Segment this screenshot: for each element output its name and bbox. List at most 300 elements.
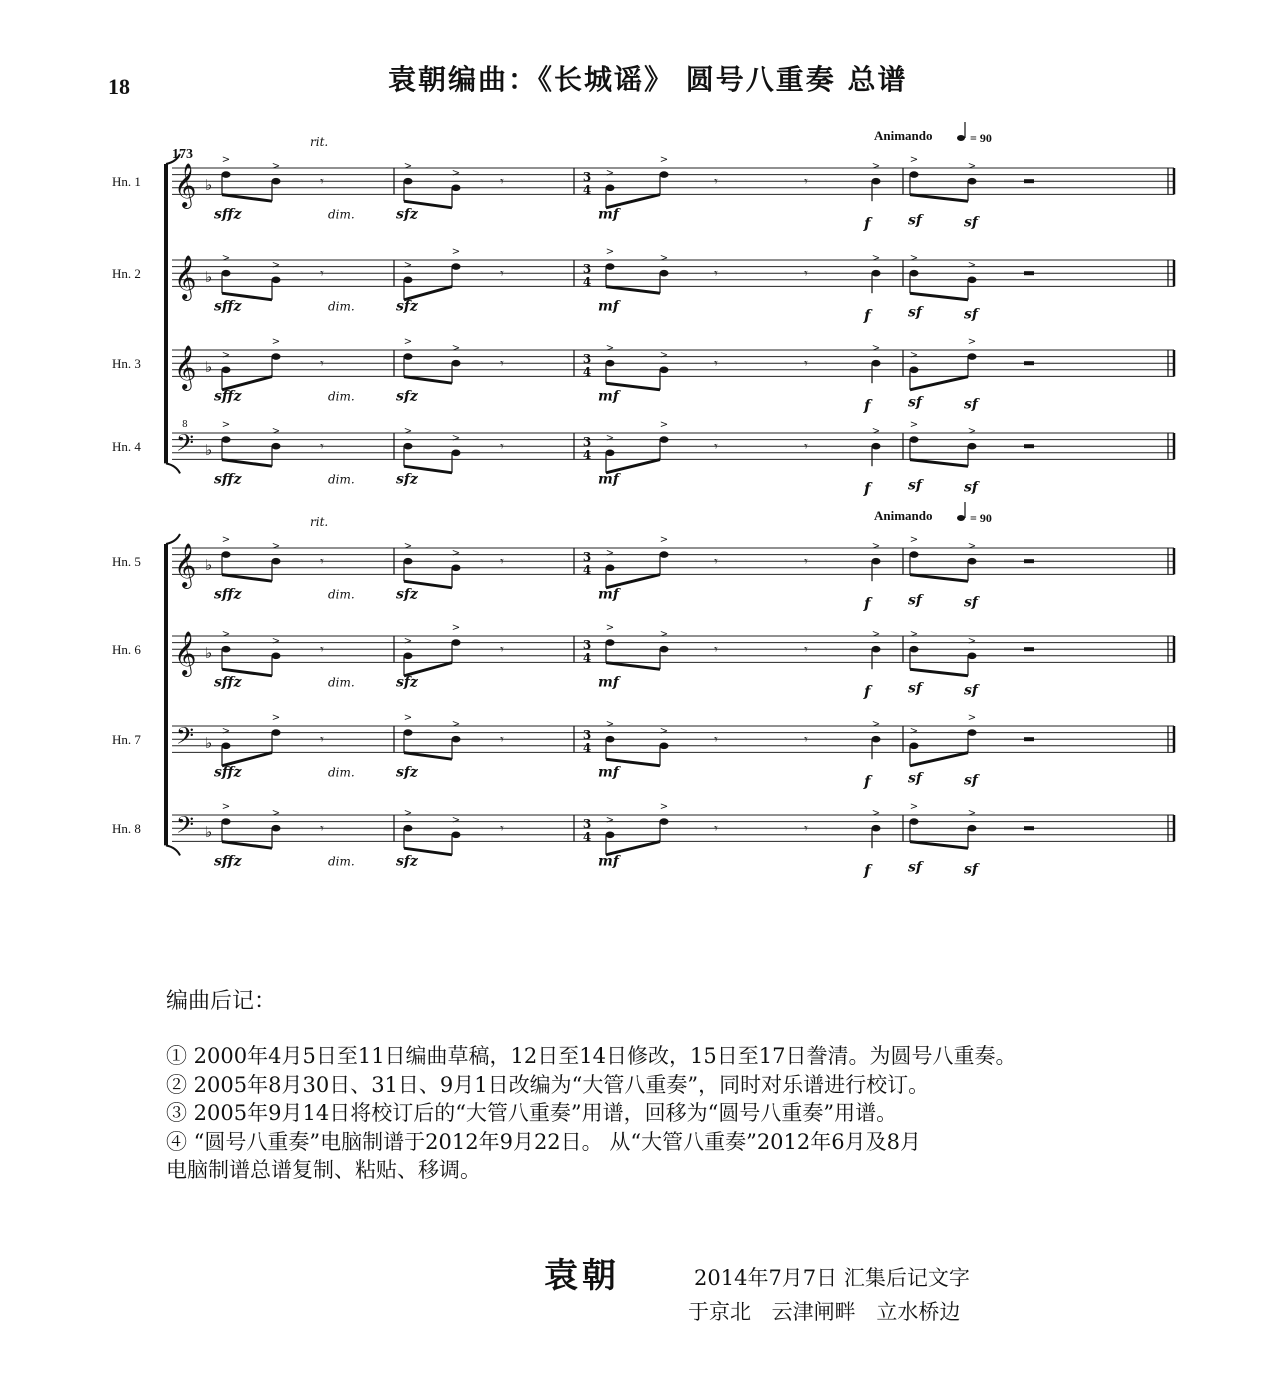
dynamic-sf: sf <box>964 479 978 496</box>
eighth-rest: 𝄾 <box>804 554 808 571</box>
note-head <box>660 743 669 750</box>
dynamic-dim: dim. <box>328 587 355 602</box>
eighth-rest: 𝄾 <box>500 642 504 659</box>
eighth-rest: 𝄾 <box>804 732 808 749</box>
time-signature-numerator: 3 <box>582 262 592 276</box>
note-head <box>452 639 461 646</box>
dynamic-sffz: sffz <box>214 471 242 488</box>
accent-mark: > <box>659 534 669 546</box>
note-beam <box>222 460 272 467</box>
accent-mark: > <box>659 154 669 166</box>
dynamic-sf: sf <box>964 682 978 699</box>
accent-mark: > <box>271 635 281 647</box>
tempo-note-head <box>957 515 965 521</box>
note-head <box>272 653 281 660</box>
afterword-item-1: ① 2000年4月5日至11日编曲草稿，12日至14日修改，15日至17日誊清。为圆号八重奏。 <box>166 1044 1017 1068</box>
dynamic-sfz: sfz <box>396 298 418 315</box>
accent-mark: > <box>271 541 281 553</box>
tempo-note-head <box>957 135 965 141</box>
dynamic-sfz: sfz <box>396 206 418 223</box>
accent-mark: > <box>871 161 881 173</box>
accent-mark: > <box>403 541 413 553</box>
accent-mark: > <box>605 719 615 731</box>
time-signature-numerator: 3 <box>582 435 592 449</box>
dynamic-mf: mf <box>598 388 619 405</box>
note-head <box>272 825 281 832</box>
time-signature-denominator: 4 <box>582 651 592 665</box>
dynamic-sf: sf <box>964 396 978 413</box>
accent-mark: > <box>221 349 231 361</box>
eighth-rest: 𝄾 <box>714 732 718 749</box>
note-head <box>872 443 881 450</box>
note-head <box>968 277 977 284</box>
flat-key-signature: ♭ <box>205 734 213 752</box>
dynamic-mf: mf <box>598 586 619 603</box>
dynamic-sf: sf <box>964 214 978 231</box>
eighth-rest: 𝄾 <box>320 356 324 373</box>
eighth-rest: 𝄾 <box>804 642 808 659</box>
accent-mark: > <box>871 629 881 641</box>
accent-mark: > <box>451 167 461 179</box>
eighth-rest: 𝄾 <box>500 356 504 373</box>
note-head <box>910 818 919 825</box>
note-head <box>452 263 461 270</box>
time-signature-numerator: 3 <box>582 817 592 831</box>
note-head <box>660 818 669 825</box>
dynamic-sf: sf <box>964 861 978 878</box>
accent-mark: > <box>909 349 919 361</box>
half-rest <box>1024 179 1034 183</box>
note-beam <box>910 377 968 390</box>
half-rest <box>1024 559 1034 563</box>
dynamic-mf: mf <box>598 853 619 870</box>
note-head <box>660 270 669 277</box>
treble-clef: 𝄞 <box>174 163 197 207</box>
note-head <box>968 353 977 360</box>
afterword-item-4: ④ “圆号八重奏”电脑制谱于2012年9月22日。 从“大管八重奏”2012年6月及8月 <box>166 1129 921 1154</box>
afterword-item-3: ③ 2005年9月14日将校订后的“大管八重奏”用谱，回移为“圆号八重奏”用谱。 <box>166 1101 898 1125</box>
eighth-rest: 𝄾 <box>320 174 324 191</box>
dynamic-f: f <box>864 396 871 415</box>
note-head <box>272 729 281 736</box>
note-beam <box>910 575 968 582</box>
half-rest <box>1024 826 1034 830</box>
accent-mark: > <box>451 343 461 355</box>
dynamic-mf: mf <box>598 764 619 781</box>
eighth-rest: 𝄾 <box>804 821 808 838</box>
dynamic-dim: dim. <box>328 299 355 314</box>
dynamic-sfz: sfz <box>396 388 418 405</box>
dynamic-f: f <box>864 306 871 325</box>
note-head <box>968 558 977 565</box>
note-head <box>606 360 615 367</box>
note-head <box>272 277 281 284</box>
note-head <box>222 171 231 178</box>
note-head <box>606 263 615 270</box>
accent-mark: > <box>403 712 413 724</box>
note-head <box>606 450 615 457</box>
accent-mark: > <box>271 426 281 438</box>
eighth-rest: 𝄾 <box>714 439 718 456</box>
note-head <box>660 436 669 443</box>
accent-mark: > <box>605 432 615 444</box>
accent-mark: > <box>605 547 615 559</box>
signature-name: 袁朝 <box>544 1256 620 1296</box>
tempo-value: = 90 <box>970 511 992 525</box>
octave-mark: 8 <box>182 420 188 430</box>
eighth-rest: 𝄾 <box>500 174 504 191</box>
note-head <box>222 270 231 277</box>
accent-mark: > <box>221 629 231 641</box>
time-signature-numerator: 3 <box>582 550 592 564</box>
instrument-label: Hn. 5 <box>112 554 141 569</box>
note-head <box>660 646 669 653</box>
time-signature-denominator: 4 <box>582 830 592 844</box>
dynamic-sf: sf <box>908 680 922 697</box>
note-head <box>872 558 881 565</box>
dynamic-sffz: sffz <box>214 298 242 315</box>
eighth-rest: 𝄾 <box>714 554 718 571</box>
accent-mark: > <box>605 167 615 179</box>
flat-key-signature: ♭ <box>205 644 213 662</box>
accent-mark: > <box>871 426 881 438</box>
accent-mark: > <box>403 336 413 348</box>
dynamic-mf: mf <box>598 298 619 315</box>
accent-mark: > <box>909 534 919 546</box>
dynamic-sfz: sfz <box>396 764 418 781</box>
half-rest <box>1024 271 1034 275</box>
accent-mark: > <box>271 259 281 271</box>
afterword-list <box>166 1042 1166 1185</box>
accent-mark: > <box>451 432 461 444</box>
instrument-label: Hn. 7 <box>112 732 141 747</box>
accent-mark: > <box>967 541 977 553</box>
accent-mark: > <box>871 343 881 355</box>
accent-mark: > <box>871 808 881 820</box>
accent-mark: > <box>451 719 461 731</box>
note-beam <box>222 195 272 202</box>
accent-mark: > <box>403 161 413 173</box>
rit-marking: rit. <box>310 135 329 149</box>
dynamic-dim: dim. <box>328 854 355 869</box>
note-head <box>272 558 281 565</box>
time-signature-numerator: 3 <box>582 728 592 742</box>
dynamic-mf: mf <box>598 471 619 488</box>
note-head <box>910 436 919 443</box>
dynamic-sffz: sffz <box>214 853 242 870</box>
afterword-item-5: 电脑制谱总谱复制、粘贴、移调。 <box>166 1158 481 1182</box>
note-head <box>968 443 977 450</box>
dynamic-sf: sf <box>964 306 978 323</box>
accent-mark: > <box>271 336 281 348</box>
accent-mark: > <box>271 161 281 173</box>
dynamic-sf: sf <box>964 594 978 611</box>
dynamic-mf: mf <box>598 206 619 223</box>
accent-mark: > <box>871 541 881 553</box>
note-head <box>910 743 919 750</box>
eighth-rest: 𝄾 <box>320 554 324 571</box>
note-head <box>404 653 413 660</box>
eighth-rest: 𝄾 <box>500 821 504 838</box>
accent-mark: > <box>967 635 977 647</box>
note-head <box>404 277 413 284</box>
accent-mark: > <box>967 259 977 271</box>
accent-mark: > <box>221 725 231 737</box>
note-head <box>452 565 461 572</box>
instrument-label: Hn. 6 <box>112 642 141 657</box>
note-head <box>910 171 919 178</box>
accent-mark: > <box>605 343 615 355</box>
dynamic-sf: sf <box>908 212 922 229</box>
note-head <box>404 558 413 565</box>
dynamic-sffz: sffz <box>214 206 242 223</box>
treble-clef: 𝄞 <box>174 345 197 389</box>
time-signature-numerator: 3 <box>582 638 592 652</box>
time-signature-denominator: 4 <box>582 741 592 755</box>
dynamic-sfz: sfz <box>396 674 418 691</box>
eighth-rest: 𝄾 <box>714 642 718 659</box>
accent-mark: > <box>909 253 919 265</box>
note-head <box>452 450 461 457</box>
dynamic-sfz: sfz <box>396 471 418 488</box>
note-beam <box>910 195 968 202</box>
dynamic-dim: dim. <box>328 765 355 780</box>
flat-key-signature: ♭ <box>205 823 213 841</box>
instrument-label: Hn. 1 <box>112 174 141 189</box>
treble-clef: 𝄞 <box>174 255 197 299</box>
note-head <box>910 646 919 653</box>
dynamic-sffz: sffz <box>214 764 242 781</box>
accent-mark: > <box>451 246 461 258</box>
note-head <box>872 178 881 185</box>
dynamic-sf: sf <box>908 592 922 609</box>
note-beam <box>606 663 660 670</box>
flat-key-signature: ♭ <box>205 176 213 194</box>
accent-mark: > <box>403 808 413 820</box>
signature-date: 2014年7月7日 汇集后记文字 <box>694 1266 970 1290</box>
note-head <box>606 639 615 646</box>
note-head <box>404 443 413 450</box>
note-head <box>606 832 615 839</box>
note-beam <box>404 753 452 760</box>
dynamic-f: f <box>864 479 871 498</box>
flat-key-signature: ♭ <box>205 556 213 574</box>
note-head <box>452 185 461 192</box>
accent-mark: > <box>909 419 919 431</box>
instrument-label: Hn. 3 <box>112 356 141 371</box>
flat-key-signature: ♭ <box>205 441 213 459</box>
eighth-rest: 𝄾 <box>804 266 808 283</box>
tempo-text: Animando <box>874 508 933 523</box>
signature-place: 于京北 云津闸畔 立水桥边 <box>688 1300 961 1324</box>
accent-mark: > <box>967 336 977 348</box>
note-beam <box>606 287 660 294</box>
dynamic-sf: sf <box>908 859 922 876</box>
accent-mark: > <box>909 154 919 166</box>
accent-mark: > <box>221 419 231 431</box>
dynamic-sf: sf <box>908 477 922 494</box>
dynamic-sf: sf <box>964 772 978 789</box>
time-signature-denominator: 4 <box>582 365 592 379</box>
note-head <box>872 825 881 832</box>
accent-mark: > <box>967 712 977 724</box>
measure-number: 173 <box>172 147 193 162</box>
time-signature-numerator: 3 <box>582 170 592 184</box>
note-beam <box>910 753 968 766</box>
time-signature-denominator: 4 <box>582 183 592 197</box>
bracket-hook-bottom <box>166 463 180 473</box>
note-head <box>910 270 919 277</box>
note-head <box>222 818 231 825</box>
bracket-hook-bottom <box>166 845 180 855</box>
dynamic-sffz: sffz <box>214 586 242 603</box>
dynamic-dim: dim. <box>328 207 355 222</box>
accent-mark: > <box>659 629 669 641</box>
dynamic-f: f <box>864 214 871 233</box>
half-rest <box>1024 444 1034 448</box>
eighth-rest: 𝄾 <box>714 356 718 373</box>
note-head <box>404 729 413 736</box>
eighth-rest: 𝄾 <box>804 439 808 456</box>
dynamic-dim: dim. <box>328 389 355 404</box>
time-signature-denominator: 4 <box>582 275 592 289</box>
note-head <box>660 551 669 558</box>
accent-mark: > <box>659 801 669 813</box>
dynamic-dim: dim. <box>328 472 355 487</box>
dynamic-dim: dim. <box>328 675 355 690</box>
note-head <box>452 832 461 839</box>
page-title: 袁朝编曲：《长城谣》 圆号八重奏 总谱 <box>388 63 908 96</box>
time-signature-denominator: 4 <box>582 563 592 577</box>
dynamic-sf: sf <box>908 394 922 411</box>
note-head <box>660 171 669 178</box>
half-rest <box>1024 647 1034 651</box>
dynamic-sfz: sfz <box>396 853 418 870</box>
accent-mark: > <box>871 253 881 265</box>
note-head <box>222 436 231 443</box>
eighth-rest: 𝄾 <box>714 821 718 838</box>
accent-mark: > <box>403 259 413 271</box>
note-head <box>872 736 881 743</box>
eighth-rest: 𝄾 <box>500 439 504 456</box>
accent-mark: > <box>221 534 231 546</box>
accent-mark: > <box>909 801 919 813</box>
half-rest <box>1024 361 1034 365</box>
note-head <box>452 736 461 743</box>
note-beam <box>404 377 452 384</box>
accent-mark: > <box>403 426 413 438</box>
accent-mark: > <box>909 725 919 737</box>
eighth-rest: 𝄾 <box>320 642 324 659</box>
accent-mark: > <box>221 253 231 265</box>
eighth-rest: 𝄾 <box>320 732 324 749</box>
bass-clef: 𝄢 <box>176 722 195 755</box>
accent-mark: > <box>659 349 669 361</box>
instrument-label: Hn. 2 <box>112 266 141 281</box>
tempo-text: Animando <box>874 128 933 143</box>
note-head <box>910 367 919 374</box>
flat-key-signature: ♭ <box>205 268 213 286</box>
note-head <box>606 736 615 743</box>
note-head <box>606 565 615 572</box>
dynamic-sffz: sffz <box>214 674 242 691</box>
note-head <box>452 360 461 367</box>
note-head <box>222 646 231 653</box>
accent-mark: > <box>605 814 615 826</box>
note-beam <box>222 575 272 582</box>
note-beam <box>910 842 968 849</box>
note-head <box>404 178 413 185</box>
accent-mark: > <box>403 635 413 647</box>
note-head <box>872 270 881 277</box>
note-head <box>272 443 281 450</box>
accent-mark: > <box>967 808 977 820</box>
instrument-label: Hn. 8 <box>112 821 141 836</box>
dynamic-sfz: sfz <box>396 586 418 603</box>
note-head <box>404 825 413 832</box>
accent-mark: > <box>605 622 615 634</box>
dynamic-f: f <box>864 682 871 701</box>
afterword-heading: 编曲后记： <box>166 989 277 1014</box>
eighth-rest: 𝄾 <box>320 266 324 283</box>
accent-mark: > <box>659 419 669 431</box>
note-head <box>404 353 413 360</box>
accent-mark: > <box>271 712 281 724</box>
accent-mark: > <box>871 719 881 731</box>
rit-marking: rit. <box>310 515 329 529</box>
note-head <box>968 653 977 660</box>
note-head <box>872 646 881 653</box>
half-rest <box>1024 737 1034 741</box>
note-head <box>222 367 231 374</box>
accent-mark: > <box>967 426 977 438</box>
accent-mark: > <box>659 725 669 737</box>
treble-clef: 𝄞 <box>174 631 197 675</box>
accent-mark: > <box>451 622 461 634</box>
note-head <box>272 353 281 360</box>
bass-clef: 𝄢 <box>176 811 195 844</box>
eighth-rest: 𝄾 <box>804 356 808 373</box>
instrument-label: Hn. 4 <box>112 439 141 454</box>
time-signature-denominator: 4 <box>582 448 592 462</box>
note-head <box>272 178 281 185</box>
eighth-rest: 𝄾 <box>804 174 808 191</box>
treble-clef: 𝄞 <box>174 543 197 587</box>
note-beam <box>222 842 272 849</box>
eighth-rest: 𝄾 <box>714 174 718 191</box>
note-beam <box>910 669 968 676</box>
note-head <box>968 825 977 832</box>
eighth-rest: 𝄾 <box>714 266 718 283</box>
dynamic-f: f <box>864 772 871 791</box>
accent-mark: > <box>909 629 919 641</box>
dynamic-f: f <box>864 861 871 880</box>
page-number: 18 <box>108 74 130 99</box>
accent-mark: > <box>221 154 231 166</box>
dynamic-sf: sf <box>908 304 922 321</box>
eighth-rest: 𝄾 <box>500 732 504 749</box>
note-head <box>968 178 977 185</box>
eighth-rest: 𝄾 <box>320 439 324 456</box>
note-head <box>872 360 881 367</box>
accent-mark: > <box>221 801 231 813</box>
dynamic-sf: sf <box>908 770 922 787</box>
note-head <box>968 729 977 736</box>
note-beam <box>910 293 968 300</box>
dynamic-f: f <box>864 594 871 613</box>
eighth-rest: 𝄾 <box>500 266 504 283</box>
afterword-item-2: ② 2005年8月30日、31日、9月1日改编为“大管八重奏”，同时对乐谱进行校订。 <box>166 1072 930 1097</box>
